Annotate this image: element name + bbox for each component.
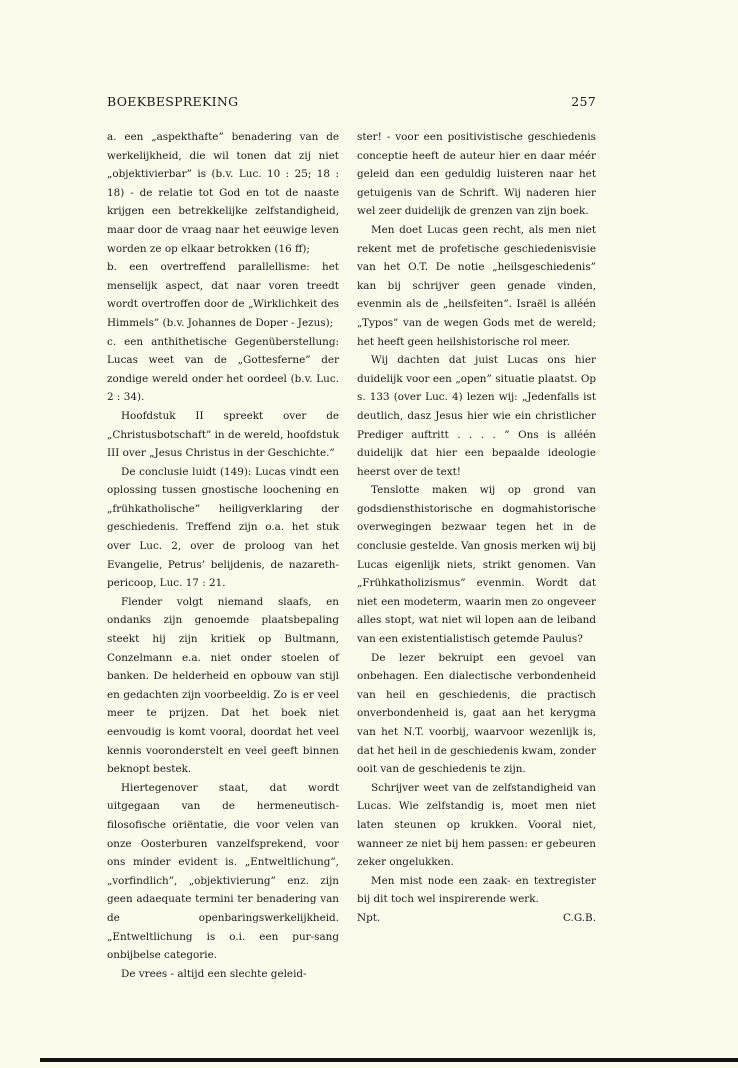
paragraph: De conclusie luidt (149): Lucas vindt een oplossing tussen gnostische loochening en „frühkatholische” heiligverklaring der geschiedenis. Treffend zijn o.a. het stuk over Luc. 2, over de proloog van het Evangelie, Petrus’ belijdenis, de nazareth-pericoop, Luc. 17 : 21.	[107, 465, 339, 590]
signature-initials: C.G.B.	[562, 911, 596, 924]
running-header	[107, 94, 596, 114]
paragraph: Men mist node een zaak- en textregister bij dit toch wel inspirerende werk.	[357, 874, 596, 906]
paragraph: Flender volgt niemand slaafs, en ondanks zijn genoemde plaatsbepaling steekt hij zijn kritiek op Bultmann, Conzelmann e.a. niet onder stoelen of banken. De helderheid en opbouw van stijl en gedachten zijn voorbeeldig. Zo is er veel meer te prijzen. Dat het boek niet eenvoudig is komt vooral, doordat het veel kennis vooronderstelt en veel geeft binnen beknopt bestek.	[107, 595, 339, 776]
paragraph: c. een anthithetische Gegenüberstellung: Lucas weet van de „Gottesferne” der zondige wereld onder het oordeel (b.v. Luc. 2 : 34).	[107, 335, 339, 404]
paragraph: a. een „aspekthafte” benadering van de werkelijkheid, die wil tonen dat zij niet „objektivierbar” is (b.v. Luc. 10 : 25; 18 : 18) - de relatie tot God en tot de naaste krijgen een betrekkelijke zelfstandigheid, maar door de vraag naar het eeuwige leven worden ze op elkaar betrokken (16 ff);	[107, 131, 339, 255]
paragraph: Tenslotte maken wij op grond van godsdiensthistorische en dogmahistorische overwegingen bezwaar tegen het in de conclusie gestelde. Van gnosis merken wij bij Lucas eigenlijk niets, strikt genomen. Van „Frühkatholizismus” evenmin. Wordt dat niet een modeterm, waarin men zo ongeveer alles stopt, wat niet wil lopen aan de leiband van een existentialistisch getemde Paulus?	[357, 484, 596, 646]
paragraph: Men doet Lucas geen recht, als men niet rekent met de profetische geschiedenisvisie van het O.T. De notie „heilsgeschiedenis” kan bij schrijver geen genade vinden, evenmin als de „heilsfeiten”. Israël is alléén „Typos” van de wegen Gods met de wereld; het heeft geen heilshistorische rol meer.	[357, 223, 596, 348]
paragraph: Wij dachten dat juist Lucas ons hier duidelijk voor een „open” situatie plaatst. Op s. 133 (over Luc. 4) lezen wij: „Jedenfalls ist deutlich, dasz Jesus hier wie ein christlicher Prediger auftritt . . . . ” Ons is alléén duidelijk dat hier een bepaalde ideologie heerst over de text!	[357, 354, 596, 478]
page-number: 257	[571, 94, 596, 109]
paragraph: De vrees - altijd een slechte geleid-	[121, 967, 307, 980]
bottom-rule	[40, 1058, 738, 1062]
signature-place: Npt.	[357, 911, 381, 924]
section-title: BOEKBESPREKING	[107, 94, 239, 109]
left-column	[107, 128, 339, 983]
paragraph: Hoofdstuk II spreekt over de „Christusbotschaft” in de wereld, hoofdstuk III over „Jesus Christus in der Geschichte.”	[107, 409, 339, 460]
signature	[357, 909, 596, 928]
paragraph: De lezer bekruipt een gevoel van onbehagen. Een dialectische verbondenheid van heil en geschiedenis, die practisch onverbondenheid is, gaat aan het kerygma van het N.T. voorbij, waarvoor wezenlijk is, dat het heil in de geschiedenis kwam, zonder ooit van de geschiedenis te zijn.	[357, 651, 596, 776]
paragraph: Schrijver weet van de zelfstandigheid van Lucas. Wie zelfstandig is, moet men niet laten steunen op krukken. Vooral niet, wanneer ze niet bij hem passen: er gebeuren zeker ongelukken.	[357, 781, 596, 869]
paragraph: Hiertegenover staat, dat wordt uitgegaan van de hermeneutisch-filosofische oriëntatie, die voor velen van onze Oosterburen vanzelfsprekend, voor ons minder evident is. „Entweltlichung”, „vorfindlich”, „objektivierung” enz. zijn geen adaequate termini ter benadering van de openbaringswerkelijkheid. „Entweltlichung is o.i. een pur-sang onbijbelse categorie.	[107, 781, 339, 962]
right-column	[357, 128, 596, 928]
paragraph: ster! - voor een positivistische geschiedenis conceptie heeft de auteur hier en daar méér geleid dan een geduldig luisteren naar het getuigenis van de Schrift. Wij naderen hier wel zeer duidelijk de grenzen van zijn boek.	[357, 131, 596, 218]
paragraph: b. een overtreffend parallellisme: het menselijk aspect, dat naar voren treedt wordt overtroffen door de „Wirklichkeit des Himmels” (b.v. Johannes de Doper - Jezus);	[107, 261, 339, 329]
